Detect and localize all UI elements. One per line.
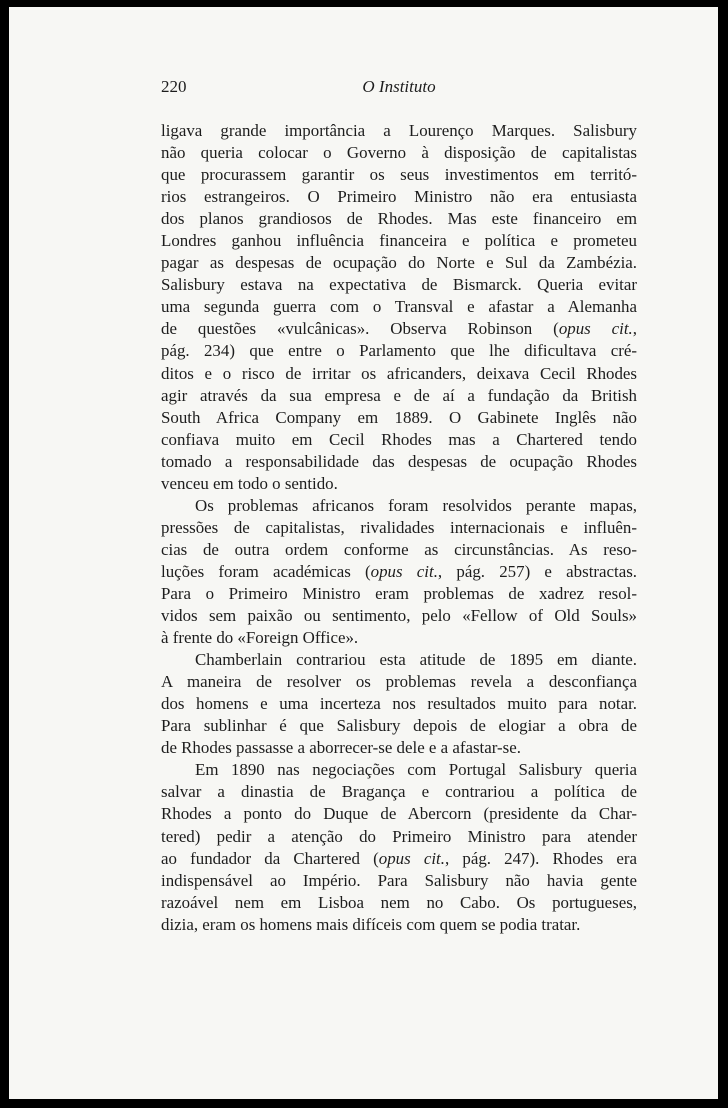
text-line: indispensável ao Império. Para Salisbury não havia gente	[161, 870, 637, 890]
book-page	[9, 7, 718, 1099]
text-line: pagar as despesas de ocupação do Norte e Sul da Zambézia.	[161, 253, 637, 273]
text-line: uma segunda guerra com o Transval e afastar a Alemanha	[161, 297, 637, 317]
text-line: Em 1890 nas negociações com Portugal Salisbury queria	[195, 760, 637, 780]
text-line: agir através da sua empresa e de aí a fundação da British	[161, 385, 637, 405]
text-line: confiava muito em Cecil Rhodes mas a Chartered tendo	[161, 429, 637, 449]
text-line: pressões de capitalistas, rivalidades internacionais e influên-	[161, 517, 637, 537]
text-line: ao fundador da Chartered (opus cit., pág. 247). Rhodes era	[161, 848, 637, 868]
text-line: de questões «vulcânicas». Observa Robinson (opus cit.,	[161, 319, 637, 339]
text-line: tomado a responsabilidade das despesas de ocupação Rhodes	[161, 451, 637, 471]
text-line: que procurassem garantir os seus investimentos em territó-	[161, 165, 637, 185]
paragraph	[161, 759, 637, 935]
text-line: Chamberlain contrariou esta atitude de 1895 em diante.	[195, 650, 637, 670]
text-line: Rhodes a ponto do Duque de Abercorn (presidente da Char-	[161, 804, 637, 824]
text-line: ditos e o risco de irritar os africanders, deixava Cecil Rhodes	[161, 363, 637, 383]
text-line: A maneira de resolver os problemas revela a desconfiança	[161, 672, 637, 692]
text-line: dos planos grandiosos de Rhodes. Mas este financeiro em	[161, 209, 637, 229]
text-line: Os problemas africanos foram resolvidos perante mapas,	[195, 495, 637, 515]
text-line: tered) pedir a atenção do Primeiro Ministro para atender	[161, 826, 637, 846]
text-line: Londres ganhou influência financeira e política e prometeu	[161, 231, 637, 251]
paragraph	[161, 120, 637, 495]
text-line: cias de outra ordem conforme as circunstâncias. As reso-	[161, 539, 637, 559]
paragraph	[161, 649, 637, 759]
text-line: à frente do «Foreign Office».	[161, 628, 359, 648]
text-line: Para o Primeiro Ministro eram problemas de xadrez resol-	[161, 583, 637, 603]
text-line: salvar a dinastia de Bragança e contrariou a política de	[161, 782, 637, 802]
body-text	[161, 120, 637, 936]
text-line: de Rhodes passasse a aborrecer-se dele e a afastar-se.	[161, 738, 521, 758]
text-line: pág. 234) que entre o Parlamento que lhe dificultava cré-	[161, 341, 637, 361]
text-line: rios estrangeiros. O Primeiro Ministro não era entusiasta	[161, 187, 637, 207]
page-header	[161, 77, 637, 101]
text-line: Para sublinhar é que Salisbury depois de elogiar a obra de	[161, 716, 637, 736]
text-line: venceu em todo o sentido.	[161, 473, 338, 493]
paragraph	[161, 495, 637, 649]
text-line: ligava grande importância a Lourenço Marques. Salisbury	[161, 121, 637, 140]
text-line: South Africa Company em 1889. O Gabinete Inglês não	[161, 407, 637, 427]
text-line: não queria colocar o Governo à disposição de capitalistas	[161, 143, 637, 163]
text-line: razoável nem em Lisboa nem no Cabo. Os portugueses,	[161, 892, 637, 912]
text-line: luções foram académicas (opus cit., pág. 257) e abstractas.	[161, 561, 637, 581]
text-line: Salisbury estava na expectativa de Bismarck. Queria evitar	[161, 275, 637, 295]
text-line: dizia, eram os homens mais difíceis com quem se podia tratar.	[161, 914, 581, 934]
running-title: O Instituto	[362, 77, 436, 96]
text-line: vidos sem paixão ou sentimento, pelo «Fellow of Old Souls»	[161, 606, 637, 626]
page-number: 220	[161, 77, 187, 96]
text-line: dos homens e uma incerteza nos resultados muito para notar.	[161, 694, 637, 714]
